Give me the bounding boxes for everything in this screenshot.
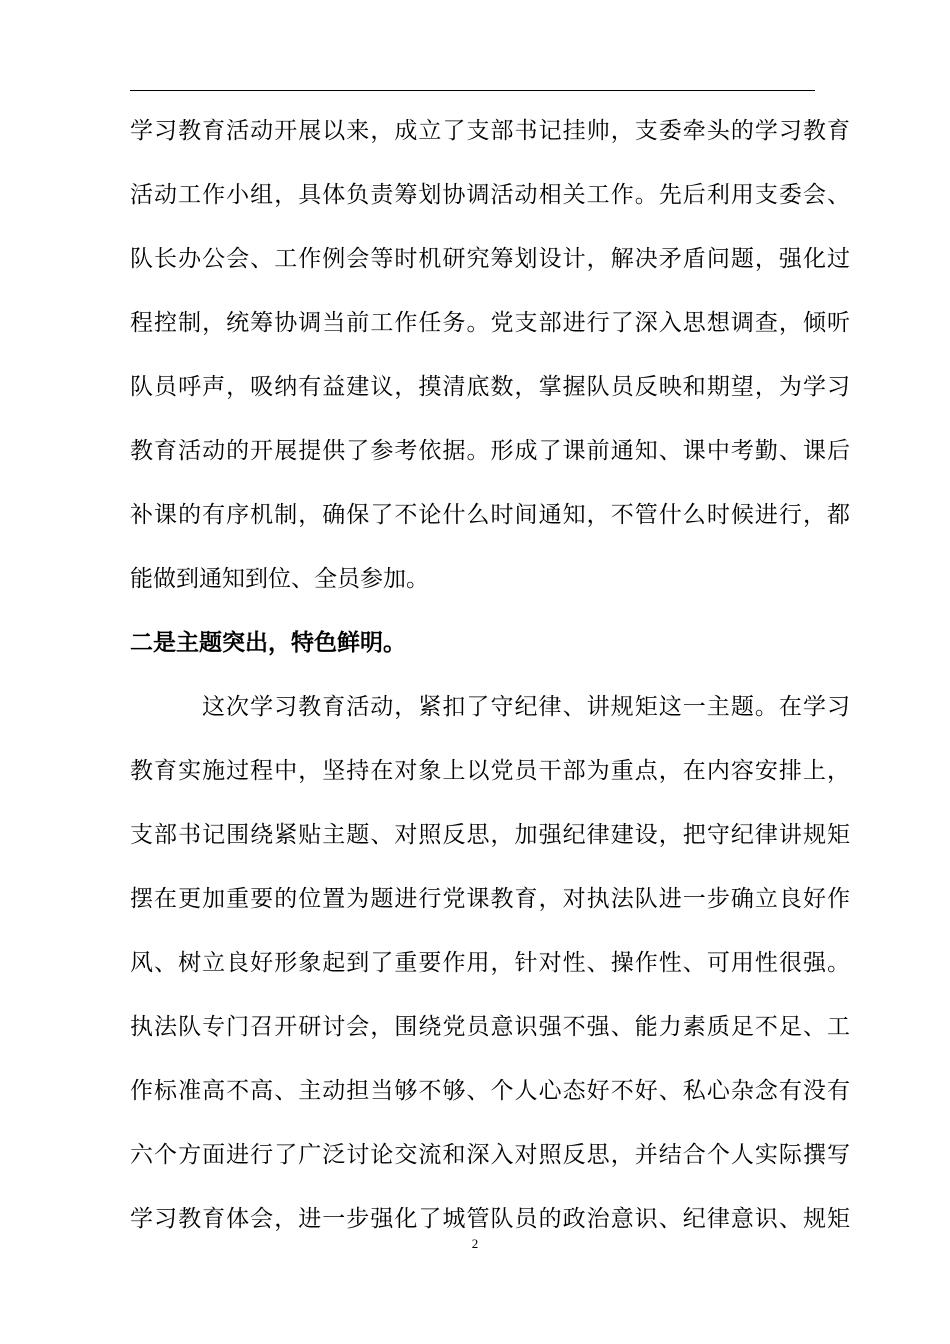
text-line: 支部书记围绕紧贴主题、对照反思，加强纪律建设，把守纪律讲规矩 [130, 822, 850, 848]
paragraph-1 [130, 99, 850, 611]
text-line: 能做到通知到位、全员参加。 [130, 566, 429, 592]
text-line: 教育活动的开展提供了参考依据。形成了课前通知、课中考勤、课后 [130, 438, 850, 464]
text-line: 活动工作小组，具体负责筹划协调活动相关工作。先后利用支委会、 [130, 182, 850, 208]
text-line: 学习教育活动开展以来，成立了支部书记挂帅，支委牵头的学习教育 [130, 118, 850, 144]
header-rule [130, 90, 815, 91]
text-line: 风、树立良好形象起到了重要作用，针对性、操作性、可用性很强。 [130, 950, 850, 976]
text-line: 教育实施过程中，坚持在对象上以党员干部为重点，在内容安排上， [130, 758, 850, 784]
text-line: 程控制，统筹协调当前工作任务。党支部进行了深入思想调查，倾听 [130, 310, 850, 336]
section-heading: 二是主题突出，特色鲜明。 [130, 630, 406, 656]
text-line: 六个方面进行了广泛讨论交流和深入对照反思，并结合个人实际撰写 [130, 1142, 850, 1168]
text-line: 作标准高不高、主动担当够不够、个人心态好不好、私心杂念有没有 [130, 1078, 850, 1104]
paragraph-2 [130, 675, 850, 1251]
text-line: 学习教育体会，进一步强化了城管队员的政治意识、纪律意识、规矩 [130, 1206, 850, 1232]
document-body [130, 99, 850, 1251]
text-line: 这次学习教育活动，紧扣了守纪律、讲规矩这一主题。在学习 [202, 694, 850, 720]
text-line: 队长办公会、工作例会等时机研究筹划设计，解决矛盾问题，强化过 [130, 246, 850, 272]
text-line: 摆在更加重要的位置为题进行党课教育，对执法队进一步确立良好作 [130, 886, 850, 912]
text-line: 执法队专门召开研讨会，围绕党员意识强不强、能力素质足不足、工 [130, 1014, 850, 1040]
page-number: 2 [471, 1236, 479, 1251]
text-line: 补课的有序机制，确保了不论什么时间通知，不管什么时候进行，都 [130, 502, 850, 528]
text-line: 队员呼声，吸纳有益建议，摸清底数，掌握队员反映和期望，为学习 [130, 374, 850, 400]
